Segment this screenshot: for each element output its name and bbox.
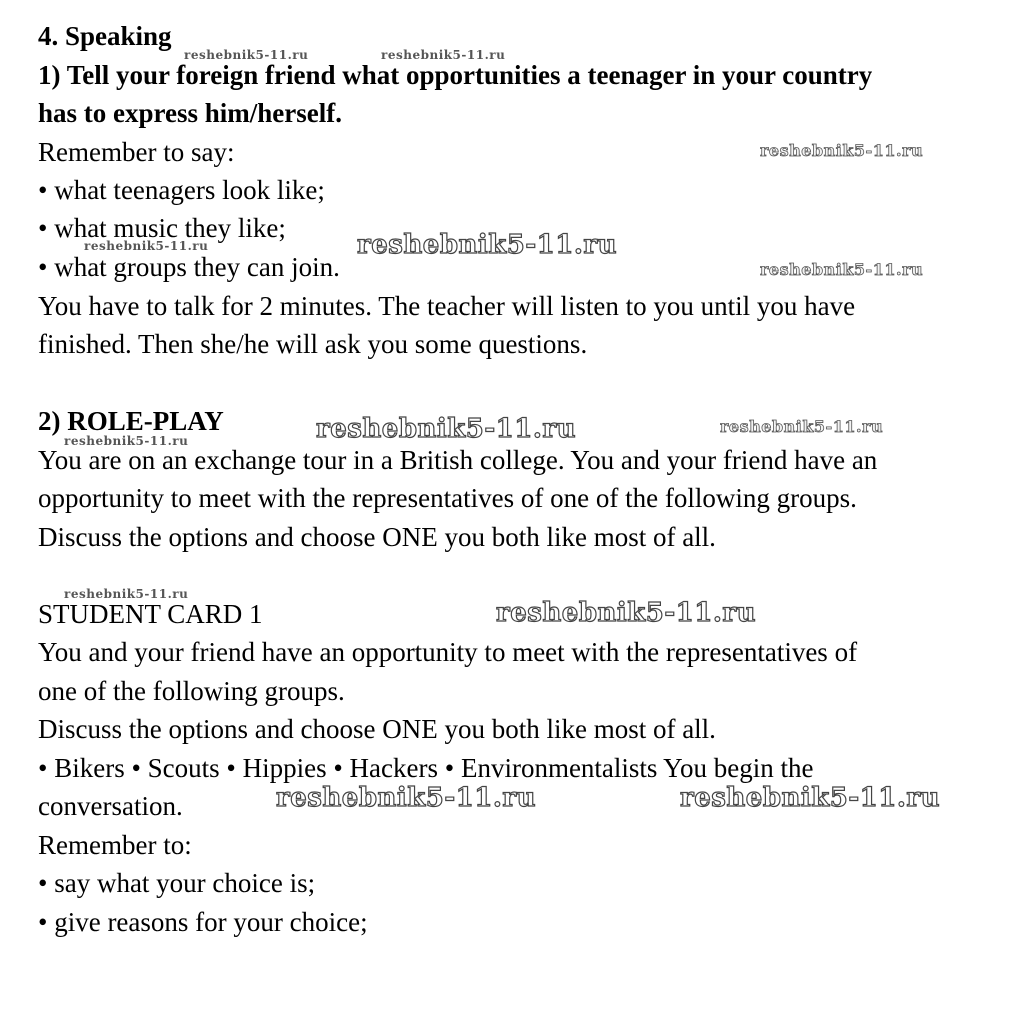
task2-intro-line2: opportunity to meet with the representatives of one of the following groups. [38,483,857,513]
task2-intro-line3: Discuss the options and choose ONE you both like most of all. [38,522,716,552]
task2-heading: 2) ROLE-PLAY [38,406,224,436]
watermark: reshebnik5-11.ru [316,414,577,444]
watermark: reshebnik5-11.ru [64,434,189,448]
watermark: reshebnik5-11.ru [680,783,941,813]
watermark: reshebnik5-11.ru [720,417,884,436]
watermark: reshebnik5-11.ru [760,141,924,160]
watermark: reshebnik5-11.ru [357,230,618,260]
card-bullet-2: • give reasons for your choice; [38,907,368,937]
watermark: reshebnik5-11.ru [64,587,189,601]
section-title: 4. Speaking [38,21,172,51]
card-line1: You and your friend have an opportunity to meet with the representatives of [38,637,858,667]
watermark: reshebnik5-11.ru [381,48,506,62]
card-bullet-1: • say what your choice is; [38,868,316,898]
task1-instructions-line1: You have to talk for 2 minutes. The teacher will listen to you until you have [38,291,856,321]
task1-bullet-3: • what groups they can join. [38,252,340,282]
task1-bullet-2: • what music they like; [38,213,286,243]
task1-heading-line2: has to express him/herself. [38,98,342,128]
watermark: reshebnik5-11.ru [496,598,757,628]
task1-heading-line1: 1) Tell your foreign friend what opportunities a teenager in your country [38,60,873,90]
watermark: reshebnik5-11.ru [276,783,537,813]
task1-remember: Remember to say: [38,137,235,167]
card-line3: Discuss the options and choose ONE you both like most of all. [38,714,716,744]
watermark: reshebnik5-11.ru [760,260,924,279]
card-line4: • Bikers • Scouts • Hippies • Hackers • Environmentalists You begin the [38,753,814,783]
card-line2: one of the following groups. [38,676,345,706]
card-line5: conversation. [38,791,183,821]
watermark: reshebnik5-11.ru [84,239,209,253]
watermark: reshebnik5-11.ru [184,48,309,62]
card-title: STUDENT CARD 1 [38,599,263,629]
task1-bullet-1: • what teenagers look like; [38,175,325,205]
task1-instructions-line2: finished. Then she/he will ask you some questions. [38,329,588,359]
card-remember: Remember to: [38,830,192,860]
task2-intro-line1: You are on an exchange tour in a British college. You and your friend have an [38,445,878,475]
